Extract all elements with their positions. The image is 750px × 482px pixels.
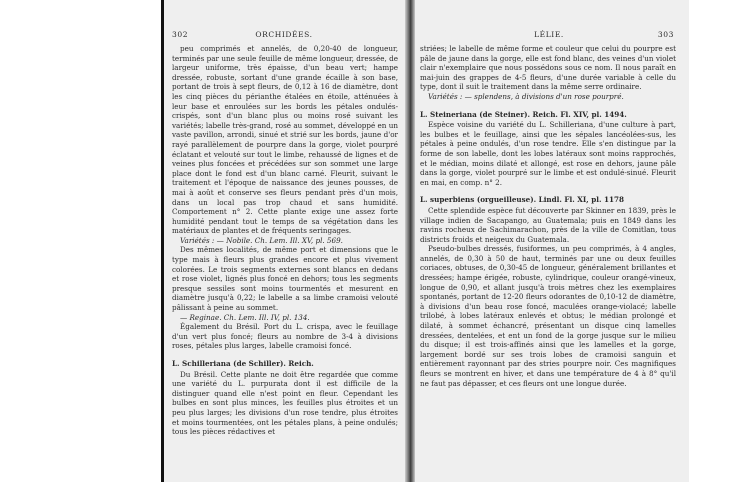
body-paragraph: Espèce voisine du variété du L. Schilleriana, d'une culture à part, les bulbes et le feuillage, ainsi que les sépales lancéolées-sus, les pétales à peine ondulés, d'un rose tendre. Elle s'en distingue par la forme de son labelle, dont les lobes latéraux sont moins rapprochés, et le médian, moins dilaté et allongé, est rose en dehors, jaune pâle dans la gorge, violet pourpré sur le limbe et est ondulé-sinué. Fleurit en mai, en comp. n° 2. [420,120,676,187]
right-page-text [418,44,680,388]
right-running-head: LÉLIE. [534,30,564,39]
body-paragraph: peu comprimés et annelés, de 0,20-40 de longueur, terminés par une seule feuille de même longueur, dressée, de largeur uniforme, très épaisse, d'un beau vert; hampe dressée, robuste, sortant d'une grande écaille à son base, portant de trois à sept fleurs, de 0,12 à 16 de diamètre, dont les cinq pièces du périanthe étalées en étoile, atténuées à leur base et enroulées sur les bords les pétales ondulés-crispés, sont d'un blanc plus ou moins rosé suivant les variétés; labelle très-grand, rosé au sommet, développé en un vaste pavillon, arrondi, sinué et strié sur les bords, jaune d'or rayé parallèlement de pourpre dans la gorge, violet pourpré éclatant et velouté sur tout le limbe, rehaussé de lignes et de veines plus foncées et précédées sur son sommet une large place dont le fond est d'un blanc carné. Fleurit, suivant le traitement et l'époque de naissance des jeunes pousses, de mai à août et conserve ses fleurs pendant près d'un mois, dans un local pas trop chaud et sans humidité. Comportement n° 2. Cette plante exige une assez forte humidité pendant tout le temps de sa végétation dans les matériaux de plantes et de fréquents seringages. [172,44,398,236]
left-page-number: 302 [172,30,189,39]
right-running-header [418,30,680,42]
species-heading: L. superbiens (orgueilleuse). Lindl. Fl. XI, pl. 1178 [420,195,624,205]
left-page [168,0,400,482]
body-paragraph: Du Brésil. Cette plante ne doit être regardée que comme une variété du L. purpurata dont il est difficile de la distinguer quand elle n'est point en fleur. Cependant les bulbes en sont plus minces, les feuilles plus étroites et un peu plus larges; les divisions d'un rose tendre, plus étroites et moins tourmentées, ont les pétales plans, à peine ondulés; tous les pièces rédactives et [172,369,398,437]
left-running-head: ORCHIDÉES. [255,30,313,39]
scan-left-edge [161,0,164,482]
book-gutter [405,0,415,482]
left-running-header [168,30,400,42]
left-page-text [168,44,400,437]
species-heading: L. Schilleriana (de Schiller). Reich. [172,359,314,368]
variety-line: Variétés : — Nobile. Ch. Lem. Ill. XV, pl. 569. [180,235,343,245]
body-paragraph: Également du Brésil. Port du L. crispa, avec le feuillage d'un vert plus foncé; fleurs au nombre de 3-4 à divisions roses, pétales plus larges, labelle cramoisi foncé. [172,322,398,351]
right-page-number: 303 [657,30,674,39]
variety-line: — Reginae. Ch. Lem. Ill. IV, pl. 134. [180,312,310,322]
body-paragraph: Des mêmes localités, de même port et dimensions que le type mais à fleurs plus grandes encore et plus vivement colorées. Le trois segments externes sont blancs en dedans et rose violet, lignés plus foncé en dehors; tous les segments presque sessiles sont moins tourmentés et mesurent en diamètre jusqu'à 0,22; le labelle a sa limbe cramoisi velouté pâlissant à peine au sommet. [172,245,398,313]
body-paragraph: striées; le labelle de même forme et couleur que celui du pourpre est pâle de jaune dans la gorge, elle est fond blanc, des veines d'un violet clair n'exemplaire que nous possédons sous ce nom. Il nous paraît en mai-juin des grappes de 4-5 fleurs, d'une durée variable à celle du type, dont il suit le traitement dans la même serre ordinaire. [420,44,676,92]
right-page [418,0,680,482]
variety-line: Variétés : — splendens, à divisions d'un rose pourpré. [428,91,624,101]
body-paragraph: Cette splendide espèce fut découverte par Skinner en 1839, près le village indien de Sacapango, au Guatemala; puis en 1849 dans les ravins rocheux de Sachimarachon, près de la ville de Comitlan, tous districts froids et neigeux du Guatemala. [420,205,676,244]
species-heading: L. Steineriana (de Steiner). Reich. Fl. XIV, pl. 1494. [420,109,627,119]
body-paragraph: Pseudo-bulbes dressés, fusiformes, un peu comprimés, à 4 angles, annelés, de 0,30 à 50 de haut, terminés par une ou deux feuilles coriaces, obtuses, de 0,30-45 de longueur, généralement brillantes et dressées; hampe érigée, robuste, cylindrique, couleur orangé-vineux, longue de 0,90, et allant jusqu'à trois mètres chez les exemplaires spontanés, portant de 12-20 fleurs odorantes de 0,10-12 de diamètre, à divisions d'un beau rose foncé, maculées orange-violacé; labelle trilobé, à lobes latéraux enlevés et obtus; le médian prolongé et dilaté, à sommet échancré, présentant un disque cinq lamelles dressées, dentelées, et ent un fond de la gorge jusque sur le milieu du disque; il est trois-affinés ainsi que les lamelles et la gorge, largement bordé sur ses trois lobes de cramoisi sanguin et entièrement rayonnant par des stries pourpre noir. Ces magnifiques fleurs se montrent en hiver, et dans une température de 4 à 8° qu'il ne faut pas dépasser, et ces fleurs ont une longue durée. [420,244,676,388]
